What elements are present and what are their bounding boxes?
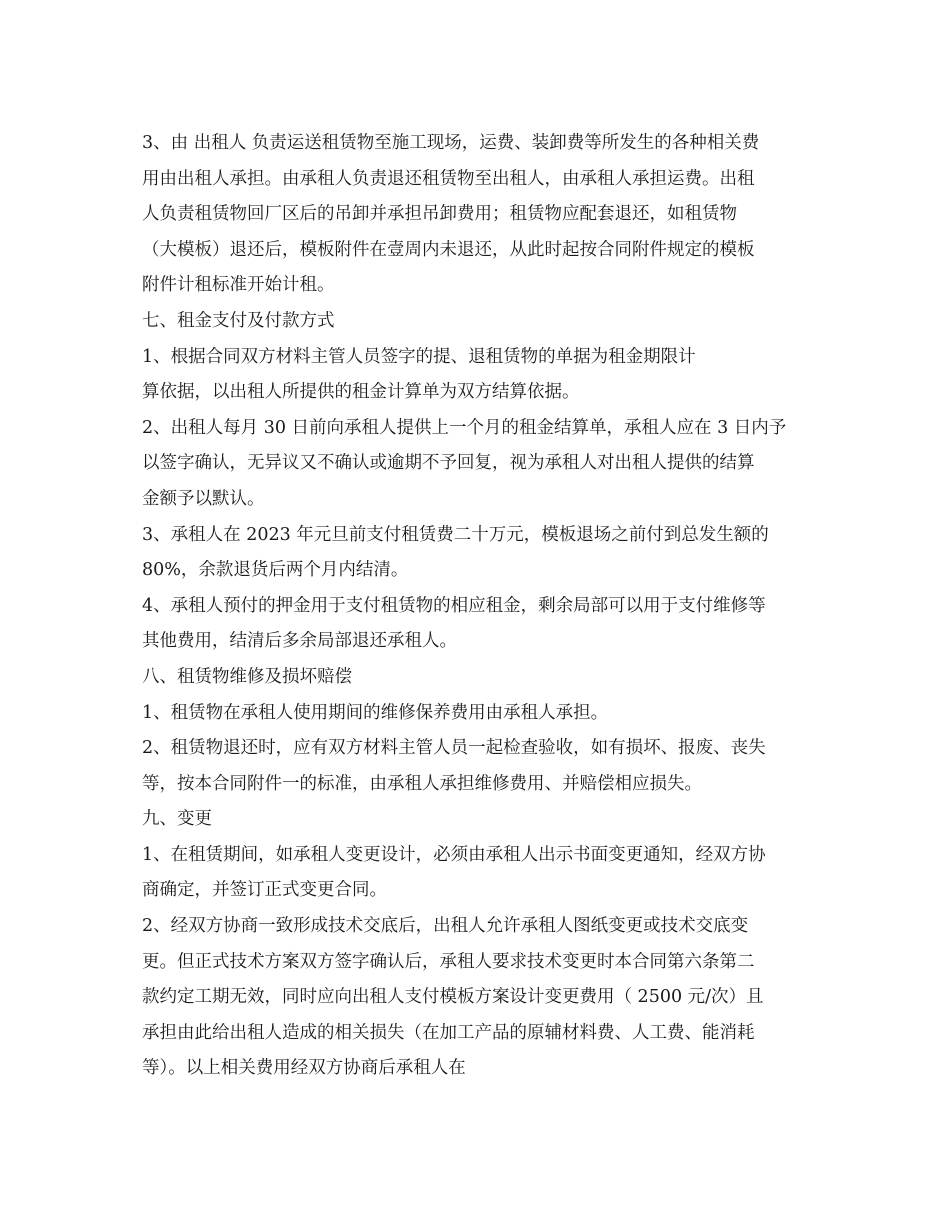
text-line: 商确定，并签订正式变更合同。 <box>142 880 387 901</box>
text-line: 2、租赁物退还时，应有双方材料主管人员一起检查验收，如有损坏、报废、丧失 <box>142 738 766 759</box>
text-line: 以签字确认，无异议又不确认或逾期不予回复，视为承租人对出租人提供的结算 <box>142 453 755 474</box>
text-line: 4、承租人预付的押金用于支付租赁物的相应租金，剩余局部可以用于支付维修等 <box>142 595 766 616</box>
section-heading: 八、租赁物维修及损坏赔偿 <box>142 666 352 687</box>
text-line: 1、在租赁期间，如承租人变更设计，必须由承租人出示书面变更通知，经双方协 <box>142 844 766 865</box>
text-line: 1、租赁物在承租人使用期间的维修保养费用由承租人承担。 <box>142 702 609 723</box>
text-line: 附件计租标准开始计租。 <box>142 275 335 296</box>
text-line: 人负责租赁物回厂区后的吊卸并承担吊卸费用；租赁物应配套退还，如租赁物 <box>142 204 737 225</box>
text-line: 3、承租人在 2023 年元旦前支付租赁费二十万元，模板退场之前付到总发生额的 <box>142 524 769 545</box>
text-line: 2、出租人每月 30 日前向承租人提供上一个月的租金结算单，承租人应在 3 日内予 <box>142 417 787 438</box>
text-line: 算依据，以出租人所提供的租金计算单为双方结算依据。 <box>142 382 580 403</box>
text-line: 更。但正式技术方案双方签字确认后，承租人要求技术变更时本合同第六条第二 <box>142 951 755 972</box>
document-body <box>142 126 822 1087</box>
text-line: 款约定工期无效，同时应向出租人支付模板方案设计变更费用（ 2500 元/次）且 <box>142 987 764 1008</box>
text-line: 其他费用，结清后多余局部退还承租人。 <box>142 631 457 652</box>
text-line: 3、由 出租人 负责运送租赁物至施工现场，运费、装卸费等所发生的各种相关费 <box>142 133 760 153</box>
text-line: 80%，余款退货后两个月内结清。 <box>142 560 409 581</box>
text-line: 等）。以上相关费用经双方协商后承租人在 <box>142 1058 466 1079</box>
text-line: 金额予以默认。 <box>142 488 265 509</box>
text-line: （大模板）退还后，模板附件在壹周内未退还，从此时起按合同附件规定的模板 <box>142 239 755 260</box>
text-line: 等，按本合同附件一的标准，由承租人承担维修费用、并赔偿相应损失。 <box>142 773 702 794</box>
text-line: 2、经双方协商一致形成技术交底后，出租人允许承租人图纸变更或技术交底变 <box>142 916 749 937</box>
text-line: 用由出租人承担。由承租人负责退还租赁物至出租人，由承租人承担运费。出租 <box>142 168 755 189</box>
section-heading: 九、变更 <box>142 809 212 830</box>
section-heading: 七、租金支付及付款方式 <box>142 310 335 331</box>
text-line: 承担由此给出租人造成的相关损失（在加工产品的原辅材料费、人工费、能消耗 <box>142 1022 755 1043</box>
text-line: 1、根据合同双方材料主管人员签字的提、退租赁物的单据为租金期限计 <box>142 346 696 367</box>
